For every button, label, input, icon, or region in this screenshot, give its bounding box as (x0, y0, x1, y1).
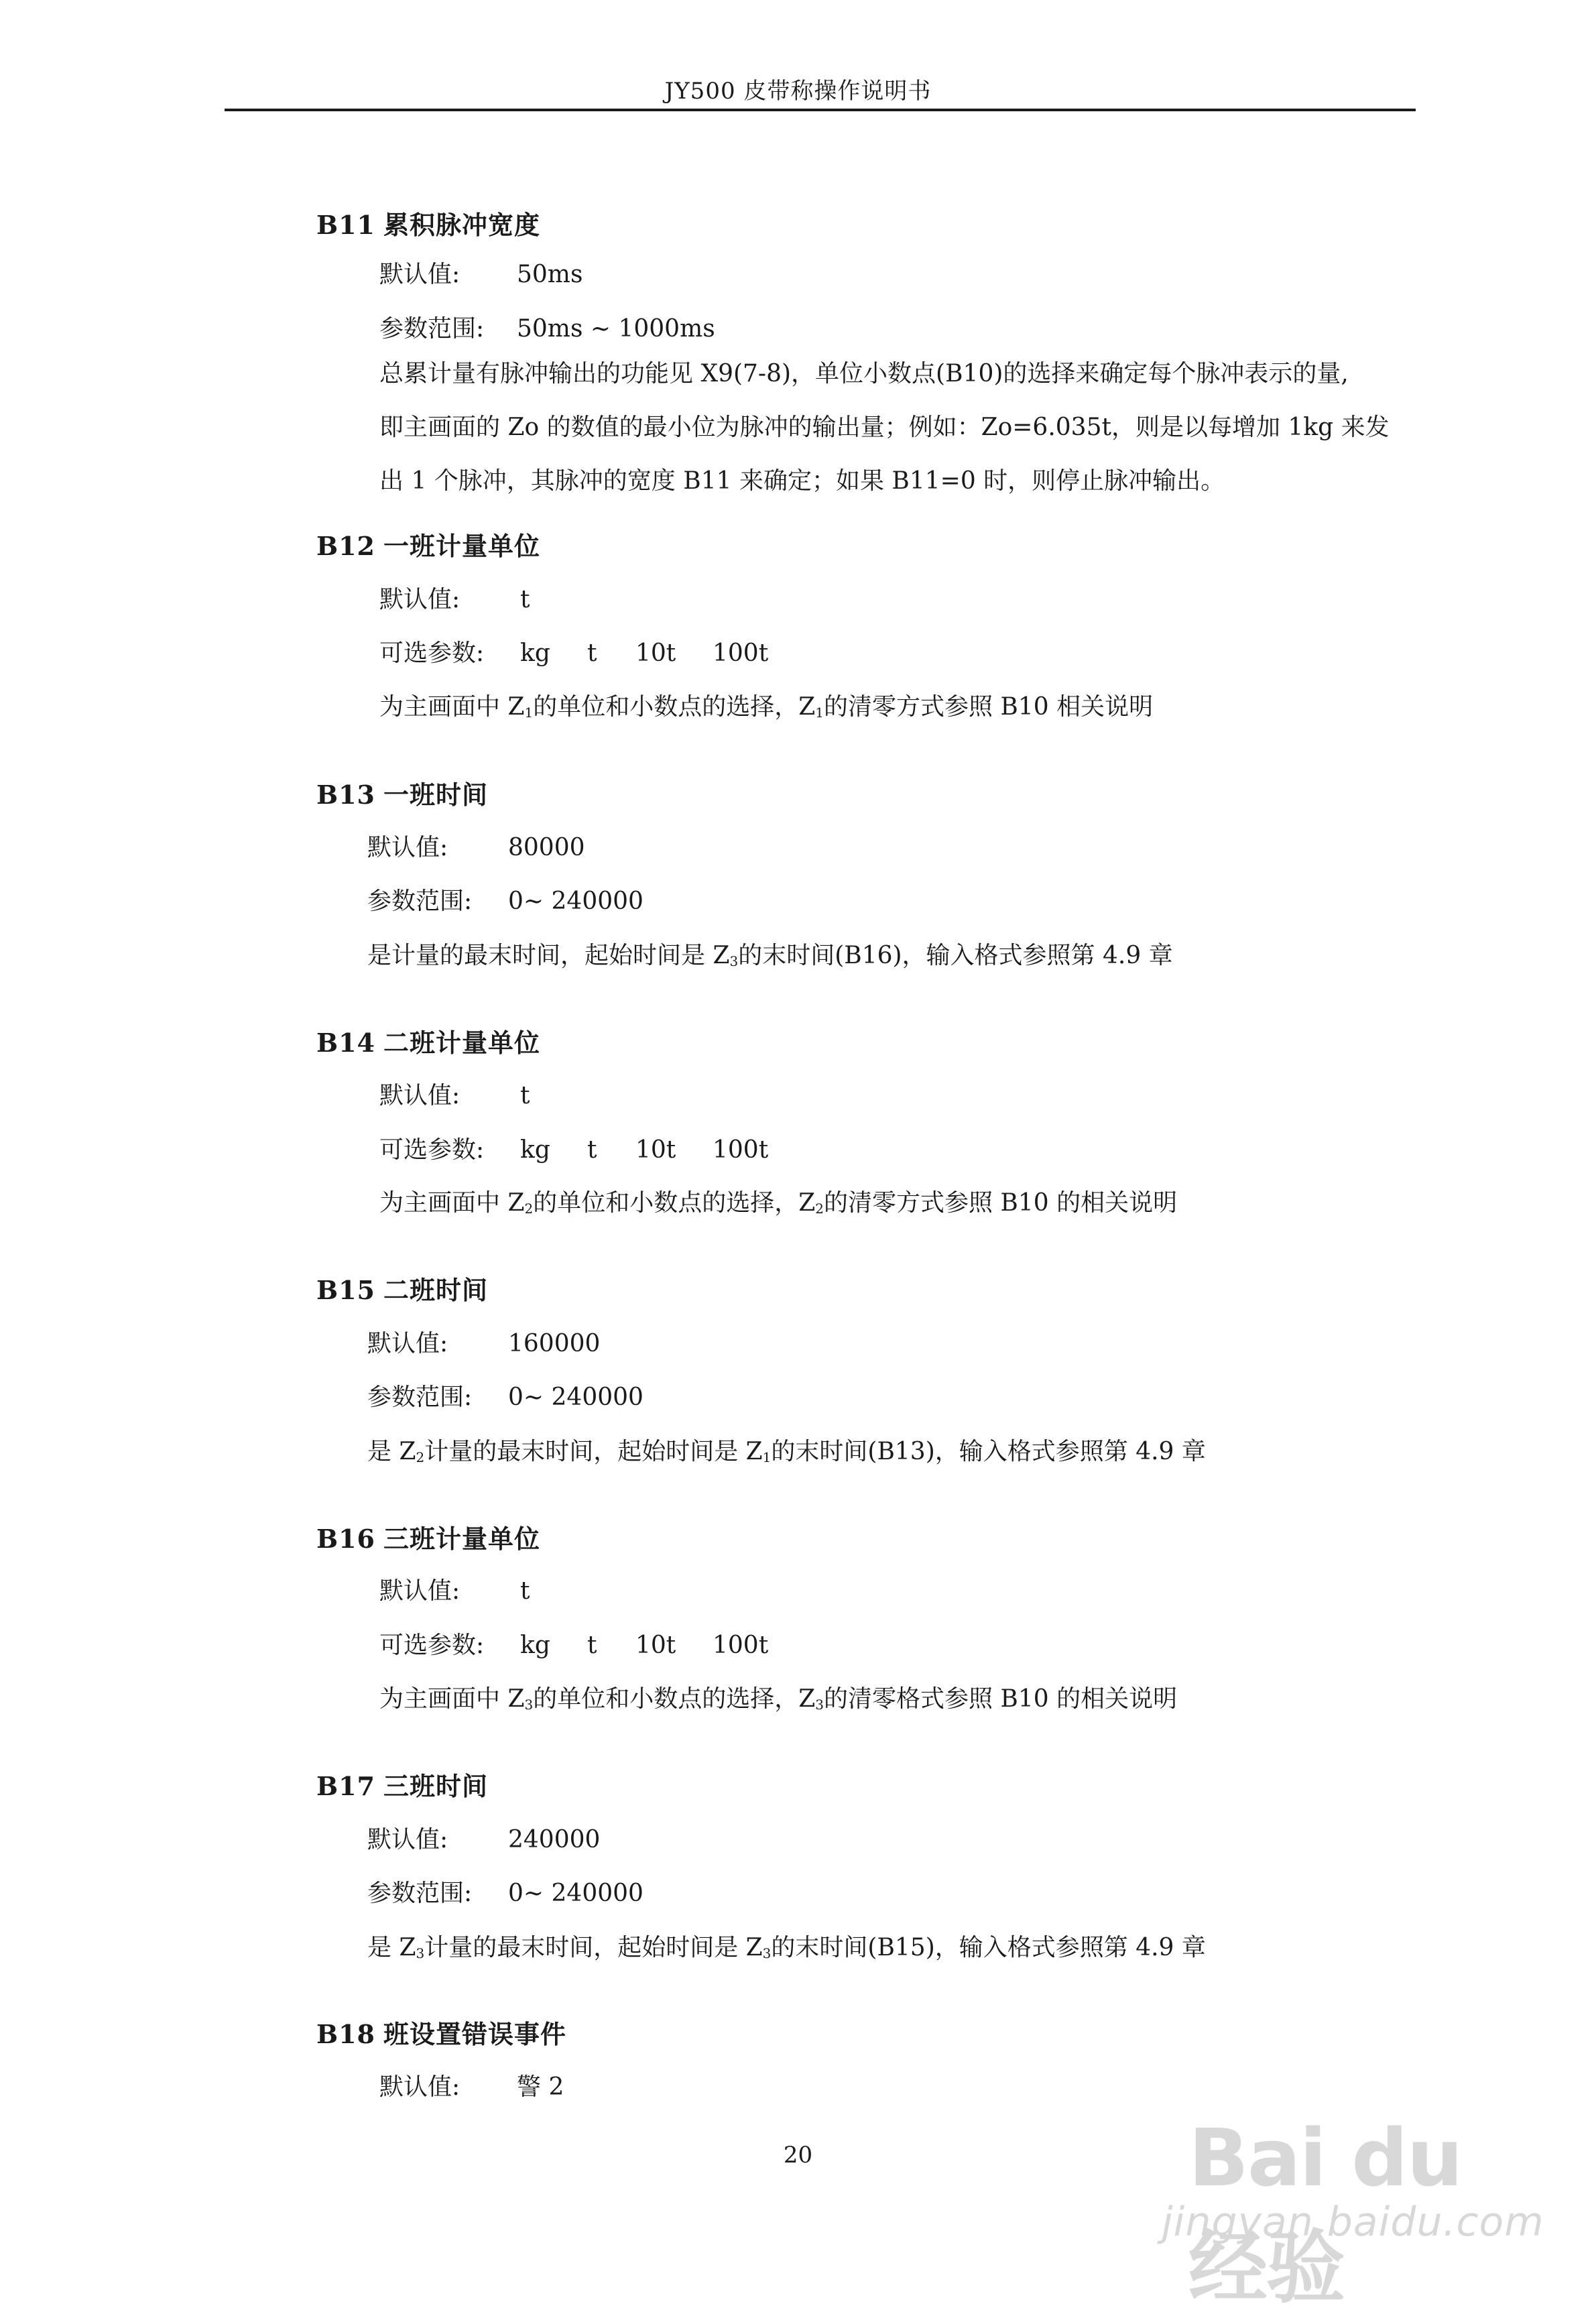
option-t: t (587, 639, 597, 667)
description-b12 (379, 688, 1153, 722)
subscript: 3 (815, 1697, 824, 1713)
range-row-b11 (379, 310, 715, 344)
section-title-b13 (316, 774, 488, 811)
range-row-b17 (367, 1874, 643, 1908)
subscript: 3 (416, 1945, 425, 1961)
default-value: 50ms (517, 261, 583, 288)
option-100t: 100t (713, 1632, 769, 1659)
desc-text: 的末时间(B13)，输入格式参照第 4.9 章 (771, 1438, 1206, 1465)
section-name: 班设置错误事件 (383, 2019, 567, 2049)
desc-text: 为主画面中 Z (379, 1685, 525, 1713)
section-name: 二班计量单位 (383, 1028, 541, 1058)
section-name: 一班计量单位 (383, 531, 541, 561)
section-code: B16 (316, 1524, 375, 1554)
range-value: 0~ 240000 (508, 1880, 643, 1907)
option-kg: kg (520, 1136, 550, 1164)
section-title-b16 (316, 1518, 540, 1555)
subscript: 2 (416, 1449, 425, 1465)
default-row-b15 (367, 1325, 600, 1359)
default-row-b18 (379, 2068, 564, 2102)
header-divider (225, 109, 1416, 111)
default-value: t (520, 1577, 530, 1605)
default-label: 默认值: (379, 586, 461, 613)
subscript: 3 (762, 1945, 772, 1961)
section-code: B14 (316, 1028, 375, 1058)
description-b16 (379, 1680, 1177, 1714)
section-title-b18 (316, 2014, 566, 2051)
default-label: 默认值: (367, 1826, 448, 1853)
subscript: 3 (729, 953, 739, 969)
section-code: B11 (316, 210, 375, 240)
range-label: 参数范围: (379, 315, 485, 343)
section-name: 一班时间 (383, 780, 489, 810)
subscript: 1 (815, 705, 824, 721)
section-title-b14 (316, 1022, 540, 1059)
section-name: 二班时间 (383, 1275, 489, 1305)
range-row-b13 (367, 882, 643, 916)
desc-text: 计量的最末时间，起始时间是 Z (424, 1438, 763, 1465)
range-row-b15 (367, 1378, 643, 1412)
section-title-b17 (316, 1766, 488, 1803)
watermark-brand: Bai du 经验 (1188, 2112, 1462, 2314)
options-row-b16 (379, 1626, 768, 1660)
option-10t: 10t (635, 1136, 676, 1164)
range-value: 0~ 240000 (508, 1384, 643, 1411)
watermark-url: jingyan.baidu.com (1162, 2199, 1544, 2246)
options-label: 可选参数: (379, 1632, 485, 1659)
baidu-watermark (1162, 2112, 1564, 2314)
default-value: t (520, 1082, 530, 1109)
page-number: 20 (783, 2142, 813, 2169)
option-10t: 10t (635, 639, 676, 667)
range-value: 0~ 240000 (508, 888, 643, 915)
range-label: 参数范围: (367, 888, 473, 915)
section-title-b12 (316, 526, 540, 562)
desc-text: 的清零格式参照 B10 的相关说明 (823, 1685, 1178, 1713)
desc-text: 的清零方式参照 B10 的相关说明 (823, 1189, 1178, 1217)
default-label: 默认值: (367, 1330, 448, 1357)
default-value: 240000 (508, 1826, 601, 1853)
desc-text: 的单位和小数点的选择，Z (533, 693, 816, 721)
description-line: 即主画面的 Zo 的数值的最小位为脉冲的输出量；例如：Zo=6.035t，则是以每增加 1kg 来发 (379, 414, 1390, 441)
subscript: 1 (524, 705, 534, 721)
default-value: 80000 (508, 834, 585, 861)
section-code: B18 (316, 2019, 375, 2049)
subscript: 2 (524, 1201, 534, 1217)
options-label: 可选参数: (379, 1136, 485, 1164)
default-label: 默认值: (367, 834, 448, 861)
description-b13 (367, 936, 1173, 971)
desc-text: 是 Z (367, 1438, 416, 1465)
section-name: 三班计量单位 (383, 1524, 541, 1554)
desc-text: 计量的最末时间，起始时间是 Z (424, 1934, 763, 1961)
section-code: B13 (316, 780, 375, 810)
default-row-b13 (367, 829, 585, 863)
options-row-b12 (379, 634, 768, 668)
default-row-b12 (379, 581, 530, 615)
option-t: t (587, 1136, 597, 1164)
option-100t: 100t (713, 639, 769, 667)
default-row-b16 (379, 1572, 530, 1606)
range-value: 50ms ~ 1000ms (517, 315, 715, 343)
options-row-b14 (379, 1131, 768, 1165)
default-row-b17 (367, 1821, 600, 1855)
default-label: 默认值: (379, 2073, 461, 2101)
range-label: 参数范围: (367, 1384, 473, 1411)
desc-text: 为主画面中 Z (379, 1189, 525, 1217)
default-label: 默认值: (379, 261, 461, 288)
desc-text: 的末时间(B16)，输入格式参照第 4.9 章 (738, 942, 1173, 969)
section-title-b15 (316, 1270, 488, 1306)
description-b14 (379, 1184, 1177, 1218)
document-header: JY500 皮带称操作说明书 (664, 78, 932, 105)
option-t: t (587, 1632, 597, 1659)
section-code: B12 (316, 531, 375, 561)
description-b17 (367, 1929, 1206, 1963)
subscript: 1 (762, 1449, 772, 1465)
default-row-b14 (379, 1077, 530, 1111)
description-line: 总累计量有脉冲输出的功能见 X9(7-8)，单位小数点(B10)的选择来确定每个脉冲表示的量, (379, 360, 1349, 387)
section-code: B15 (316, 1275, 375, 1305)
subscript: 2 (815, 1201, 824, 1217)
desc-text: 的清零方式参照 B10 相关说明 (823, 693, 1154, 721)
option-kg: kg (520, 639, 550, 667)
section-name: 三班时间 (383, 1771, 489, 1801)
section-name: 累积脉冲宽度 (383, 210, 541, 240)
default-label: 默认值: (379, 1577, 461, 1605)
description-line: 出 1 个脉冲，其脉冲的宽度 B11 来确定；如果 B11=0 时，则停止脉冲输出。 (379, 467, 1225, 495)
default-value: 警 2 (517, 2073, 564, 2101)
default-label: 默认值: (379, 1082, 461, 1109)
section-title-b11 (316, 204, 540, 241)
desc-text: 的单位和小数点的选择，Z (533, 1685, 816, 1713)
description-b11 (379, 347, 1412, 508)
default-row-b11 (379, 255, 582, 290)
desc-text: 的末时间(B15)，输入格式参照第 4.9 章 (771, 1934, 1206, 1961)
option-10t: 10t (635, 1632, 676, 1659)
default-value: t (520, 586, 530, 613)
option-kg: kg (520, 1632, 550, 1659)
desc-text: 为主画面中 Z (379, 693, 525, 721)
options-label: 可选参数: (379, 639, 485, 667)
desc-text: 是计量的最末时间，起始时间是 Z (367, 942, 730, 969)
desc-text: 的单位和小数点的选择，Z (533, 1189, 816, 1217)
subscript: 3 (524, 1697, 534, 1713)
section-code: B17 (316, 1771, 375, 1801)
desc-text: 是 Z (367, 1934, 416, 1961)
description-b15 (367, 1432, 1206, 1467)
range-label: 参数范围: (367, 1880, 473, 1907)
default-value: 160000 (508, 1330, 601, 1357)
option-100t: 100t (713, 1136, 769, 1164)
